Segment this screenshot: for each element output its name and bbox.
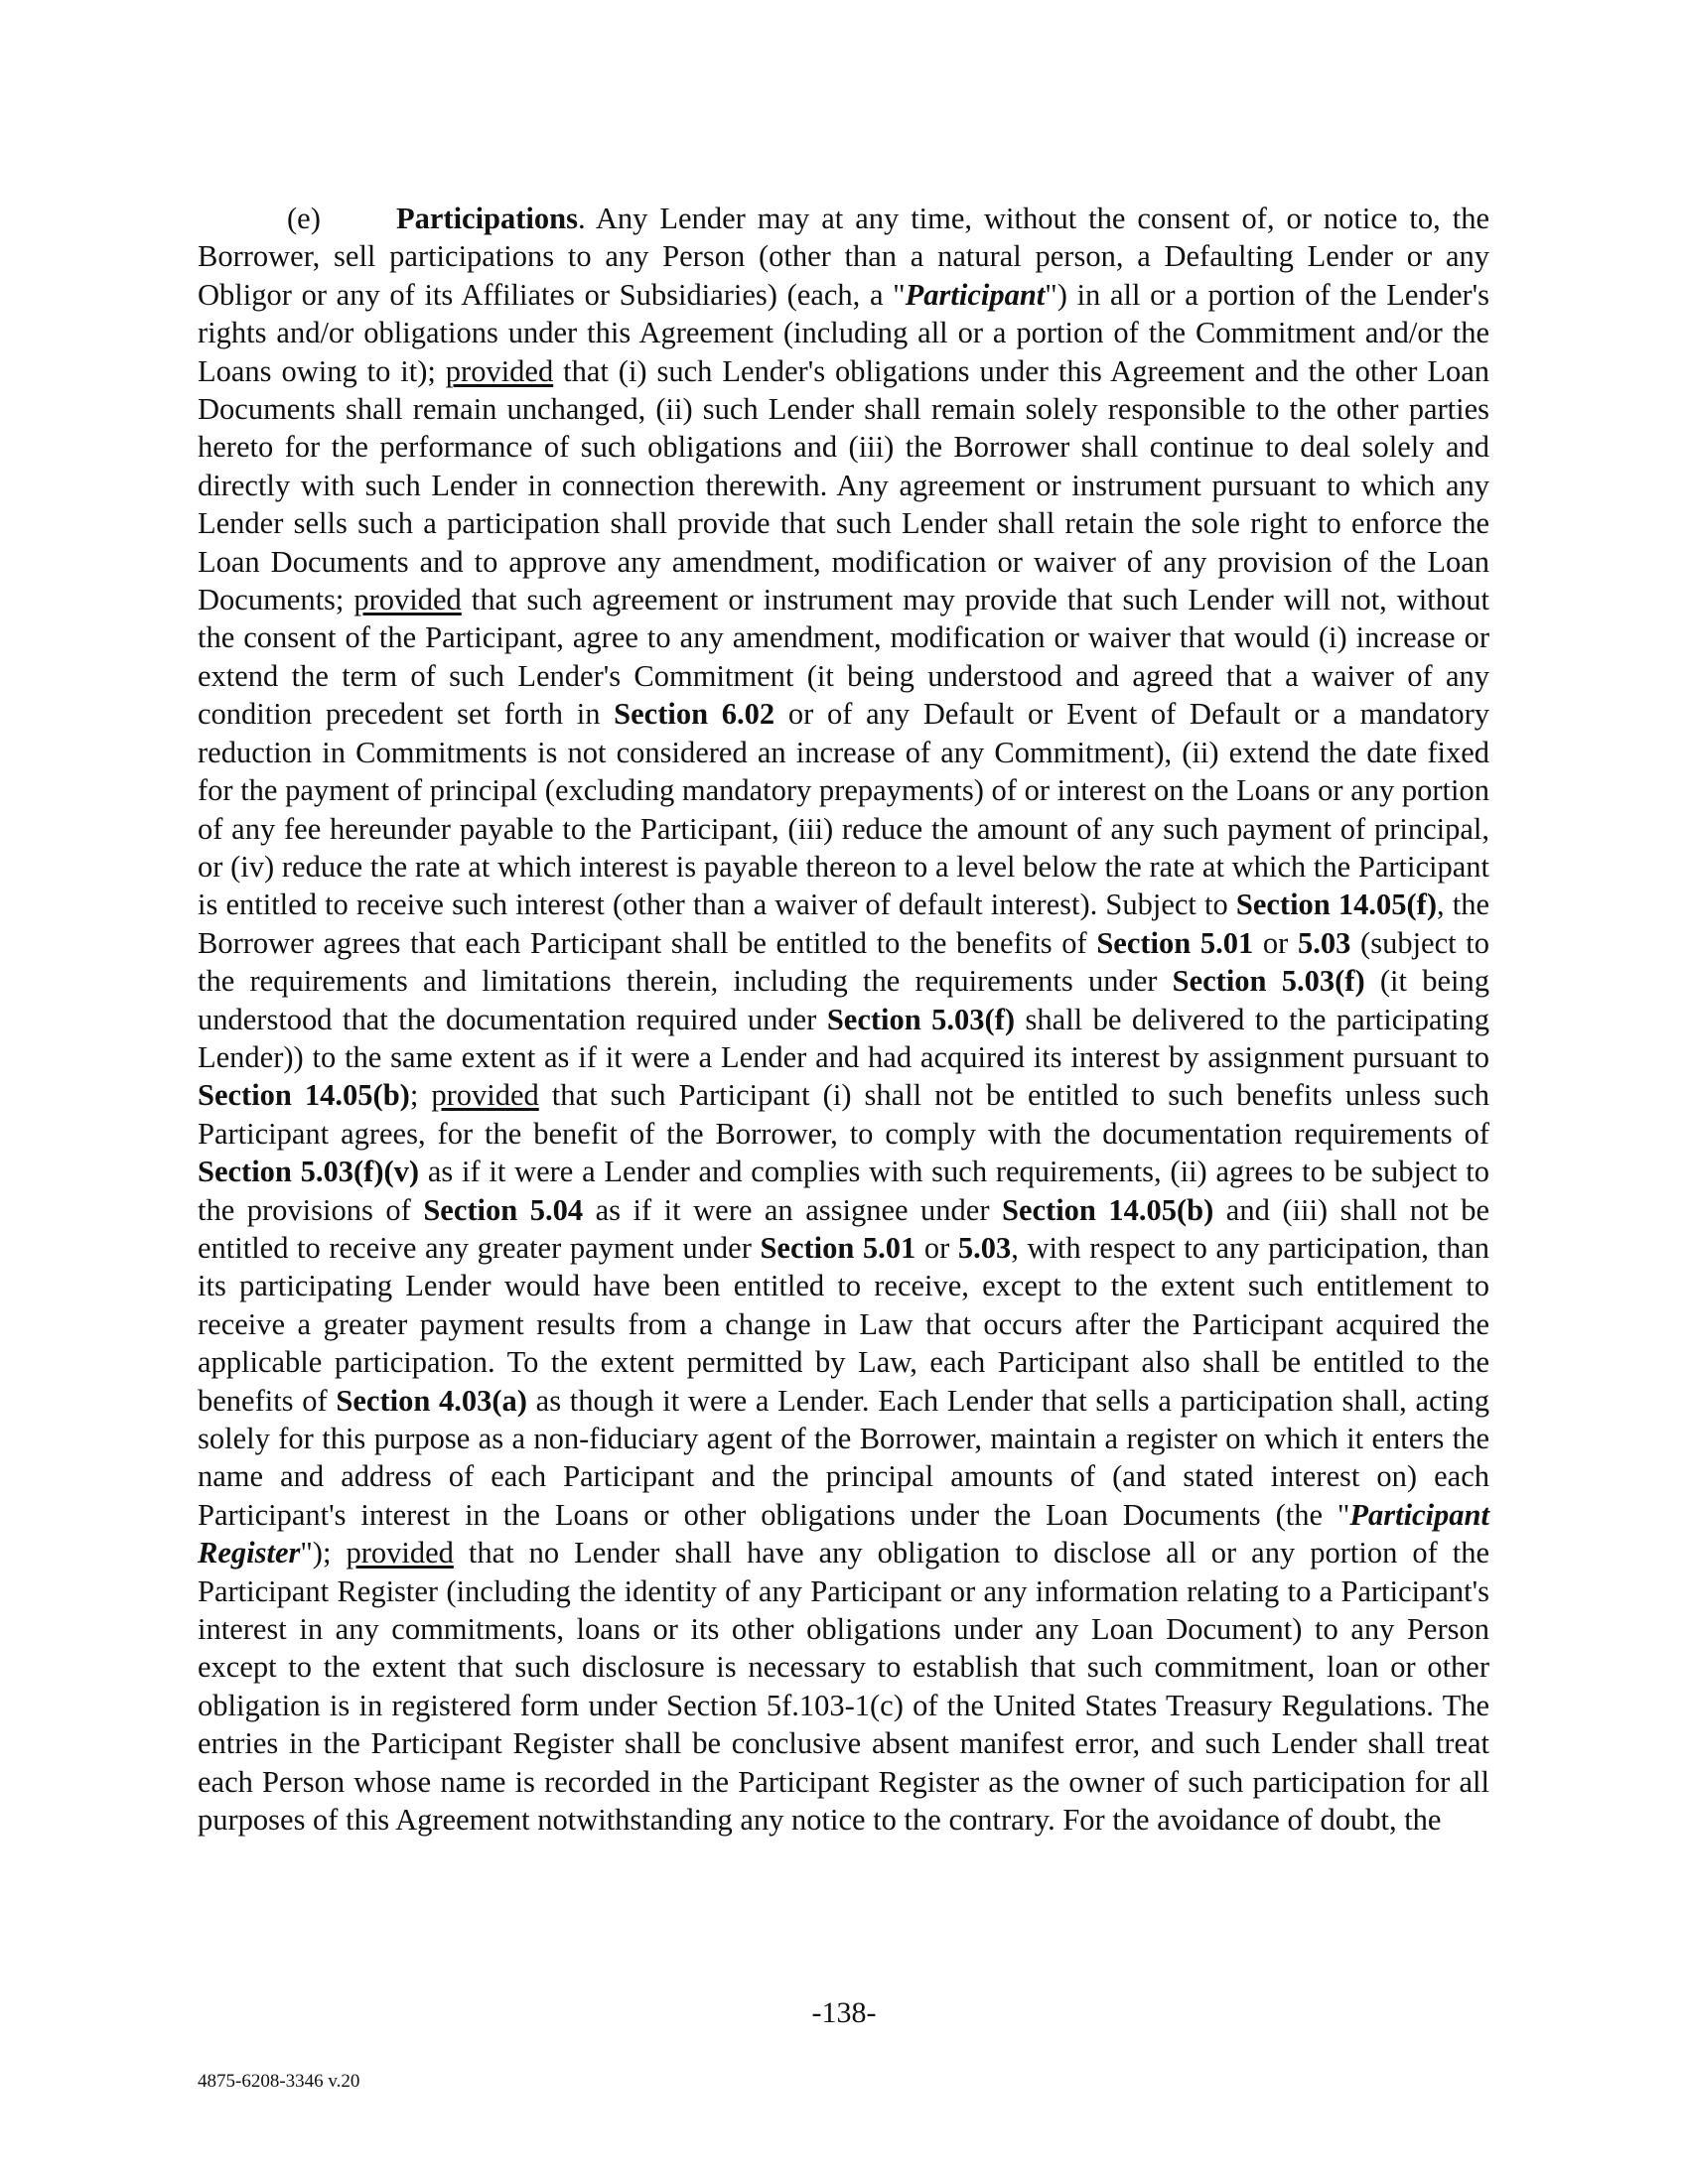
text-run: (subject to the requirements and limitations therein, including the requirements under	[198, 925, 1489, 999]
text-run: (it being understood that the documentation required under	[198, 964, 1489, 1036]
section-reference: Section 6.02	[614, 697, 775, 732]
text-run: that such Participant (i) shall not be entitled to such benefits unless such Participant agrees, for the benefit of the Borrower, to comply with the documentation requirements of	[198, 1078, 1489, 1151]
section-reference: Section 5.04	[423, 1192, 584, 1227]
clause-label: (e)	[287, 202, 321, 235]
text-run: and (iii) shall not be entitled to receive any greater payment under	[198, 1192, 1489, 1265]
text-run: or	[1253, 925, 1298, 960]
section-reference: 5.03	[957, 1230, 1012, 1265]
proviso-term: provided	[353, 583, 462, 617]
text-run: . Any Lender may at any time, without the consent of, or notice to, the Borrower, sell participations to any Person (other than a natural person, a Defaulting Lender or any Obligor or any of its Affiliates or Subsidiaries) (each, a "	[198, 202, 1489, 312]
proviso-term: provided	[346, 1536, 454, 1570]
text-run: that no Lender shall have any obligation to disclose all or any portion of the Participant Register (including the identity of any Participant or any information relating to a Participant's interest in any commitments, loans or its other obligations under any Loan Document) to any Person except to the extent that such disclosure is necessary to establish that such commitment, loan or other obligation is in registered form under Section 5f.103-1(c) of the United States Treasury Regulations. The entries in the Participant Register shall be conclusive absent manifest error, and such Lender shall treat each Person whose name is recorded in the Participant Register as the owner of such participation for all purposes of this Agreement notwithstanding any notice to the contrary. For the avoidance of doubt, the	[198, 1536, 1489, 1838]
page-number: -138-	[811, 1996, 877, 2029]
text-run: ") in all or a portion of the Lender's rights and/or obligations under this Agreement (including all or a portion of the Commitment and/or the Loans owing to it);	[198, 277, 1489, 388]
text-run: shall be delivered to the participating Lender)) to the same extent as if it were a Lender and had acquired its interest by assignment pursuant to	[198, 1002, 1489, 1074]
clause-body	[198, 202, 1489, 1837]
defined-term: Participant	[905, 277, 1046, 312]
proviso-term: provided	[445, 353, 554, 388]
section-reference: Section 14.05(f)	[1235, 887, 1437, 922]
section-reference: Section 14.05(b)	[1002, 1192, 1214, 1227]
section-reference: Section 4.03(a)	[336, 1383, 527, 1418]
participations-paragraph	[198, 200, 1489, 1839]
text-run: ");	[300, 1536, 347, 1570]
text-run: as if it were an assignee under	[583, 1192, 1002, 1227]
text-run: , the Borrower agrees that each Participant shall be entitled to the benefits of	[198, 887, 1489, 960]
section-reference: Section 5.03(f)	[1172, 964, 1365, 999]
proviso-term: provided	[431, 1078, 539, 1113]
section-reference: Section 5.01	[760, 1230, 916, 1265]
text-run: as though it were a Lender. Each Lender that sells a participation shall, acting solely for this purpose as a non-fiduciary agent of the Borrower, maintain a register on which it enters the name and address of each Participant and the principal amounts of (and stated interest on) each Participant's interest in the Loans or other obligations under the Loan Documents (the "	[198, 1383, 1489, 1532]
text-run: or	[915, 1230, 958, 1265]
section-reference: Section 14.05(b)	[198, 1078, 410, 1113]
text-run: that such agreement or instrument may provide that such Lender will not, without the consent of the Participant, agree to any amendment, modification or waiver that would (i) increase or extend the term of such Lender's Commitment (it being understood and agreed that a waiver of any condition precedent set forth in	[198, 583, 1489, 732]
section-reference: 5.03	[1298, 925, 1351, 960]
clause-heading: Participations	[396, 202, 578, 235]
text-run: ;	[409, 1078, 432, 1113]
text-run: or of any Default or Event of Default or a mandatory reduction in Commitments is not considered an increase of any Commitment), (ii) extend the date fixed for the payment of principal (excluding mandatory prepayments) of or interest on the Loans or any portion of any fee hereunder payable to the Participant, (iii) reduce the amount of any such payment of principal, or (iv) reduce the rate at which interest is payable thereon to a level below the rate at which the Participant is entitled to receive such interest (other than a waiver of default interest). Subject to	[198, 697, 1489, 922]
section-reference: Section 5.01	[1096, 925, 1254, 960]
document-id: 4875-6208-3346 v.20	[198, 2071, 360, 2092]
section-reference: Section 5.03(f)	[826, 1002, 1016, 1036]
section-reference: Section 5.03(f)(v)	[198, 1155, 420, 1189]
text-run: , with respect to any participation, than its participating Lender would have been entitled to receive, except to the extent such entitlement to receive a greater payment results from a change in Law that occurs after the Participant acquired the applicable participation. To the extent permitted by Law, each Participant also shall be entitled to the benefits of	[198, 1230, 1489, 1418]
text-run: as if it were a Lender and complies with such requirements, (ii) agrees to be subject to the provisions of	[198, 1155, 1490, 1227]
defined-term: Participant Register	[198, 1497, 1489, 1570]
text-run: that (i) such Lender's obligations under this Agreement and the other Loan Documents shall remain unchanged, (ii) such Lender shall remain solely responsible to the other parties hereto for the performance of such obligations and (iii) the Borrower shall continue to deal solely and directly with such Lender in connection therewith. Any agreement or instrument pursuant to which any Lender sells such a participation shall provide that such Lender shall retain the sole right to enforce the Loan Documents and to approve any amendment, modification or waiver of any provision of the Loan Documents;	[198, 353, 1489, 617]
